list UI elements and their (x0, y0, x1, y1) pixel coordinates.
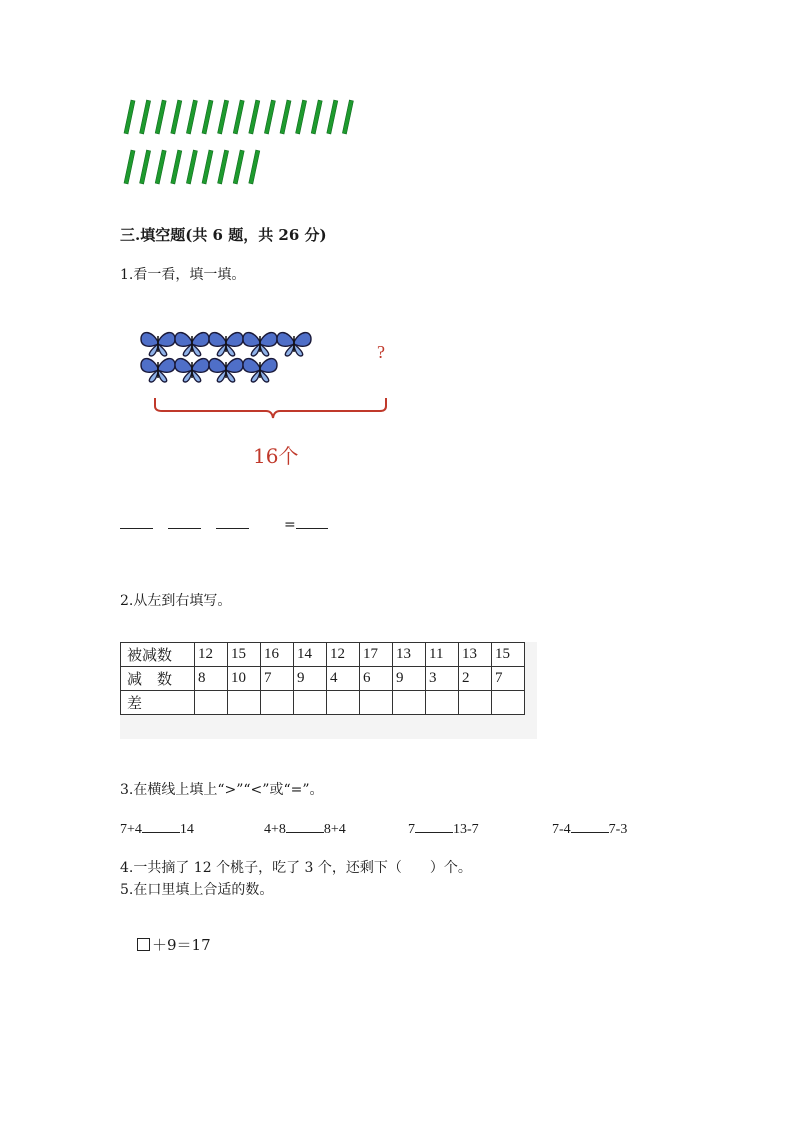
stick-icon (171, 150, 182, 184)
row-label-difference: 差 (121, 691, 195, 715)
minuend-cell: 11 (426, 643, 459, 667)
stick-icon (218, 150, 229, 184)
comparison-right: 7-3 (608, 822, 628, 837)
stick-icon (249, 150, 260, 184)
subtrahend-cell: 4 (327, 667, 360, 691)
subtrahend-cell: 9 (393, 667, 426, 691)
comparison-left: 4+8 (264, 822, 286, 837)
minuend-cell: 13 (459, 643, 492, 667)
question-2-prompt: 2.从左到右填写。 (120, 593, 232, 609)
stick-icon (342, 100, 353, 134)
stick-icon (280, 100, 291, 134)
subtraction-table (120, 642, 525, 715)
butterfly-icon (277, 333, 311, 356)
butterflies-graphic (140, 328, 400, 388)
difference-answer-cell[interactable] (294, 691, 327, 715)
stick-icon (155, 100, 166, 134)
difference-answer-cell[interactable] (492, 691, 525, 715)
stick-icon (202, 100, 213, 134)
minuend-cell: 12 (327, 643, 360, 667)
subtrahend-cell: 2 (459, 667, 492, 691)
minuend-cell: 15 (228, 643, 261, 667)
difference-answer-cell[interactable] (360, 691, 393, 715)
stick-icon (233, 150, 244, 184)
butterfly-icon (141, 359, 175, 382)
minuend-cell: 12 (195, 643, 228, 667)
counting-sticks-graphic (118, 98, 358, 188)
subtrahend-cell: 3 (426, 667, 459, 691)
stick-icon (124, 150, 135, 184)
subtrahend-cell: 6 (360, 667, 393, 691)
comparison-left: 7+4 (120, 822, 142, 837)
butterfly-icon (209, 333, 243, 356)
comparison-blank[interactable] (286, 819, 324, 833)
equation-blanks (120, 512, 328, 533)
row-label-minuend: 被减数 (121, 643, 195, 667)
stick-icon (249, 100, 260, 134)
section-title: 三.填空题(共 6 题，共 26 分) (120, 226, 327, 244)
comparison-left: 7 (408, 822, 415, 837)
equals-sign: = (284, 517, 296, 533)
minuend-row (121, 643, 525, 667)
comparison-item-4 (552, 819, 627, 838)
box-equation (137, 934, 211, 955)
stick-icon (233, 100, 244, 134)
butterfly-icon (141, 333, 175, 356)
difference-answer-cell[interactable] (426, 691, 459, 715)
stick-icon (202, 150, 213, 184)
butterfly-icon (209, 359, 243, 382)
subtrahend-cell: 8 (195, 667, 228, 691)
comparison-right: 13-7 (453, 822, 479, 837)
minuend-cell: 16 (261, 643, 294, 667)
stick-icon (327, 100, 338, 134)
question-3-prompt: 3.在横线上填上“>”“<”或“=”。 (120, 782, 324, 798)
butterfly-icon (175, 333, 209, 356)
butterfly-icon (243, 359, 277, 382)
counting-sticks (118, 98, 358, 188)
answer-blank-result[interactable] (296, 512, 328, 529)
difference-answer-cell[interactable] (195, 691, 228, 715)
butterfly-figure (140, 328, 400, 392)
comparison-item-1 (120, 819, 194, 838)
difference-row (121, 691, 525, 715)
answer-blank-3[interactable] (216, 512, 249, 529)
brace-figure (150, 396, 395, 426)
question-1-prompt: 1.看一看，填一填。 (120, 267, 246, 283)
stick-icon (264, 100, 275, 134)
subtrahend-cell: 7 (492, 667, 525, 691)
difference-answer-cell[interactable] (327, 691, 360, 715)
answer-blank-1[interactable] (120, 512, 153, 529)
subtrahend-cell: 7 (261, 667, 294, 691)
comparison-right: 14 (179, 822, 194, 837)
comparison-item-3 (408, 819, 479, 838)
answer-box[interactable] (137, 938, 150, 951)
stick-icon (124, 100, 135, 134)
stick-icon (171, 100, 182, 134)
butterfly-icon (175, 359, 209, 382)
subtrahend-row (121, 667, 525, 691)
subtrahend-cell: 10 (228, 667, 261, 691)
stick-icon (140, 100, 151, 134)
comparison-row (120, 819, 680, 839)
difference-answer-cell[interactable] (261, 691, 294, 715)
stick-icon (311, 100, 322, 134)
difference-answer-cell[interactable] (459, 691, 492, 715)
minuend-cell: 13 (393, 643, 426, 667)
answer-blank-2[interactable] (168, 512, 201, 529)
comparison-right: 8+4 (323, 822, 346, 837)
stick-icon (140, 150, 151, 184)
comparison-blank[interactable] (571, 819, 609, 833)
difference-answer-cell[interactable] (393, 691, 426, 715)
comparison-blank[interactable] (415, 819, 453, 833)
minuend-cell: 17 (360, 643, 393, 667)
minuend-cell: 14 (294, 643, 327, 667)
question-mark-label: ? (377, 342, 385, 362)
stick-icon (296, 100, 307, 134)
butterfly-icon (243, 333, 277, 356)
comparison-left: 7-4 (552, 822, 571, 837)
subtrahend-cell: 9 (294, 667, 327, 691)
stick-icon (186, 100, 197, 134)
comparison-blank[interactable] (142, 819, 180, 833)
subtraction-table-wrapper (120, 642, 537, 739)
stick-icon (218, 100, 229, 134)
total-count-label: 16个 (253, 444, 299, 468)
stick-icon (186, 150, 197, 184)
minuend-cell: 15 (492, 643, 525, 667)
row-label-subtrahend: 减 数 (121, 667, 195, 691)
box-equation-text: ＋9＝17 (152, 936, 211, 954)
stick-icon (155, 150, 166, 184)
question-4-text: 4.一共摘了 12 个桃子，吃了 3 个，还剩下（ ）个。 (120, 860, 472, 876)
brace-icon (150, 396, 395, 422)
question-5-prompt: 5.在口里填上合适的数。 (120, 882, 274, 898)
difference-answer-cell[interactable] (228, 691, 261, 715)
comparison-item-2 (264, 819, 346, 838)
